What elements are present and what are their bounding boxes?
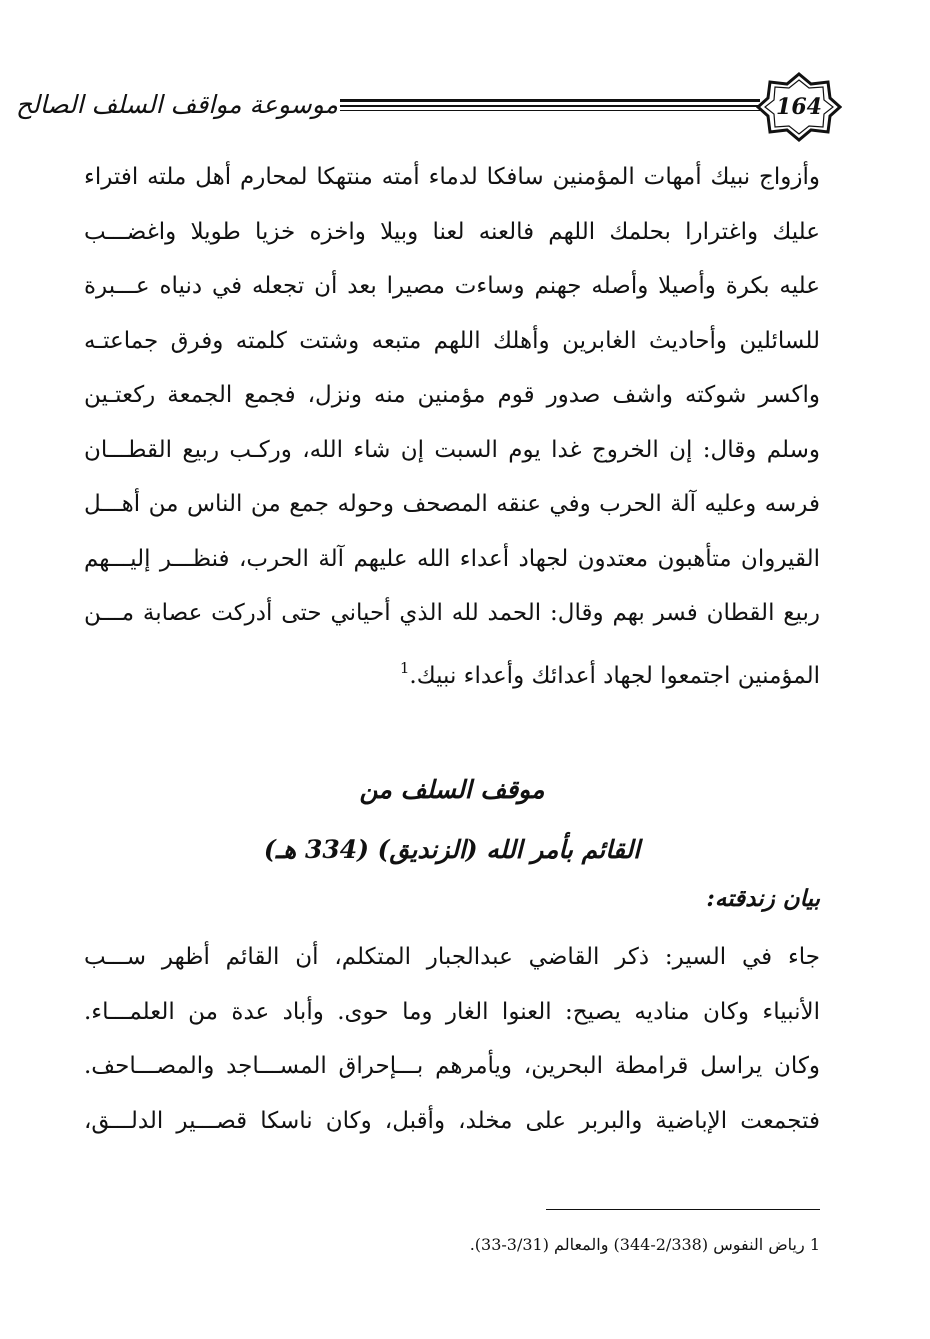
page-number-badge [756, 72, 842, 142]
body-paragraph-2 [84, 930, 820, 1148]
page-number: 164 [776, 94, 822, 120]
footnote-divider [546, 1209, 820, 1210]
page-header [15, 72, 850, 142]
text-line-last [84, 641, 820, 696]
footnote-reference[interactable]: 1 [399, 658, 410, 677]
header-rule-line [340, 110, 760, 111]
footnote-text: رياض النفوس (2/338-344) والمعالم (3/31-33). [469, 1235, 805, 1254]
text-line: وكان يراسل قرامطة البحرين، ويأمرهم بـــإحراق المســـاجد والمصـــاحف. [84, 1053, 820, 1079]
header-rule-line [340, 105, 760, 107]
text-line: عليه بكرة وأصيلا وأصله جهنم وساءت مصيرا بعد أن تجعله في دنياه عـــبرة [84, 273, 820, 299]
text-line: عليك واغترارا بحلمك اللهم فالعنه لعنا وبيلا واخزه خزيا طويلا واغضـــب [84, 218, 820, 245]
header-rule-line [340, 99, 760, 102]
text-line-content: المؤمنين اجتمعوا لجهاد أعدائك وأعداء نبيك. [409, 662, 820, 689]
heading-line-1: موقف السلف من [359, 775, 545, 804]
text-line: جاء في السير: ذكر القاضي عبدالجبار المتكلم، أن القائم أظهر ســـب [84, 944, 820, 970]
text-line: وأزواج نبيك أمهات المؤمنين سافكا لدماء أمته منتهكا لمحارم أهل ملته افتراء [84, 164, 820, 190]
text-line: للسائلين وأحاديث الغابرين وأهلك اللهم متبعه وشتت كلمته وفرق جماعتـه [84, 327, 820, 354]
text-line: فرسه وعليه آلة الحرب وفي عنقه المصحف وحوله جمع من الناس من أهـــل [84, 491, 820, 517]
text-line: الأنبياء وكان مناديه يصيح: العنوا الغار وما حوى. وأباد عدة من العلمـــاء. [84, 998, 820, 1025]
running-title: موسوعة مواقف السلف الصالح [15, 90, 338, 119]
section-heading [84, 760, 820, 880]
footnote [300, 1230, 820, 1260]
heading-line-2: القائم بأمر الله (الزنديق) (334 هـ) [263, 835, 641, 864]
text-line: القيروان متأهبون معتدون لجهاد أعداء الله عليهم آلة الحرب، فنظـــر إليـــهم [84, 545, 820, 572]
text-line: فتجمعت الإباضية والبربر على مخلد، وأقبل، وكان ناسكا قصـــير الدلـــق، [84, 1107, 820, 1134]
text-line: وسلم وقال: إن الخروج غدا يوم السبت إن شاء الله، وركـب ربيع القطـــان [84, 436, 820, 463]
header-rule [340, 95, 760, 115]
text-line: واكسر شوكته واشف صدور قوم مؤمنين منه ونزل، فجمع الجمعة ركعتـين [84, 382, 820, 408]
body-paragraph [84, 150, 820, 695]
text-line: ربيع القطان فسر بهم وقال: الحمد لله الذي أحياني حتى أدركت عصابة مـــن [84, 600, 820, 626]
footnote-number: 1 [809, 1235, 820, 1254]
subheading: بيان زندقته: [706, 885, 820, 912]
